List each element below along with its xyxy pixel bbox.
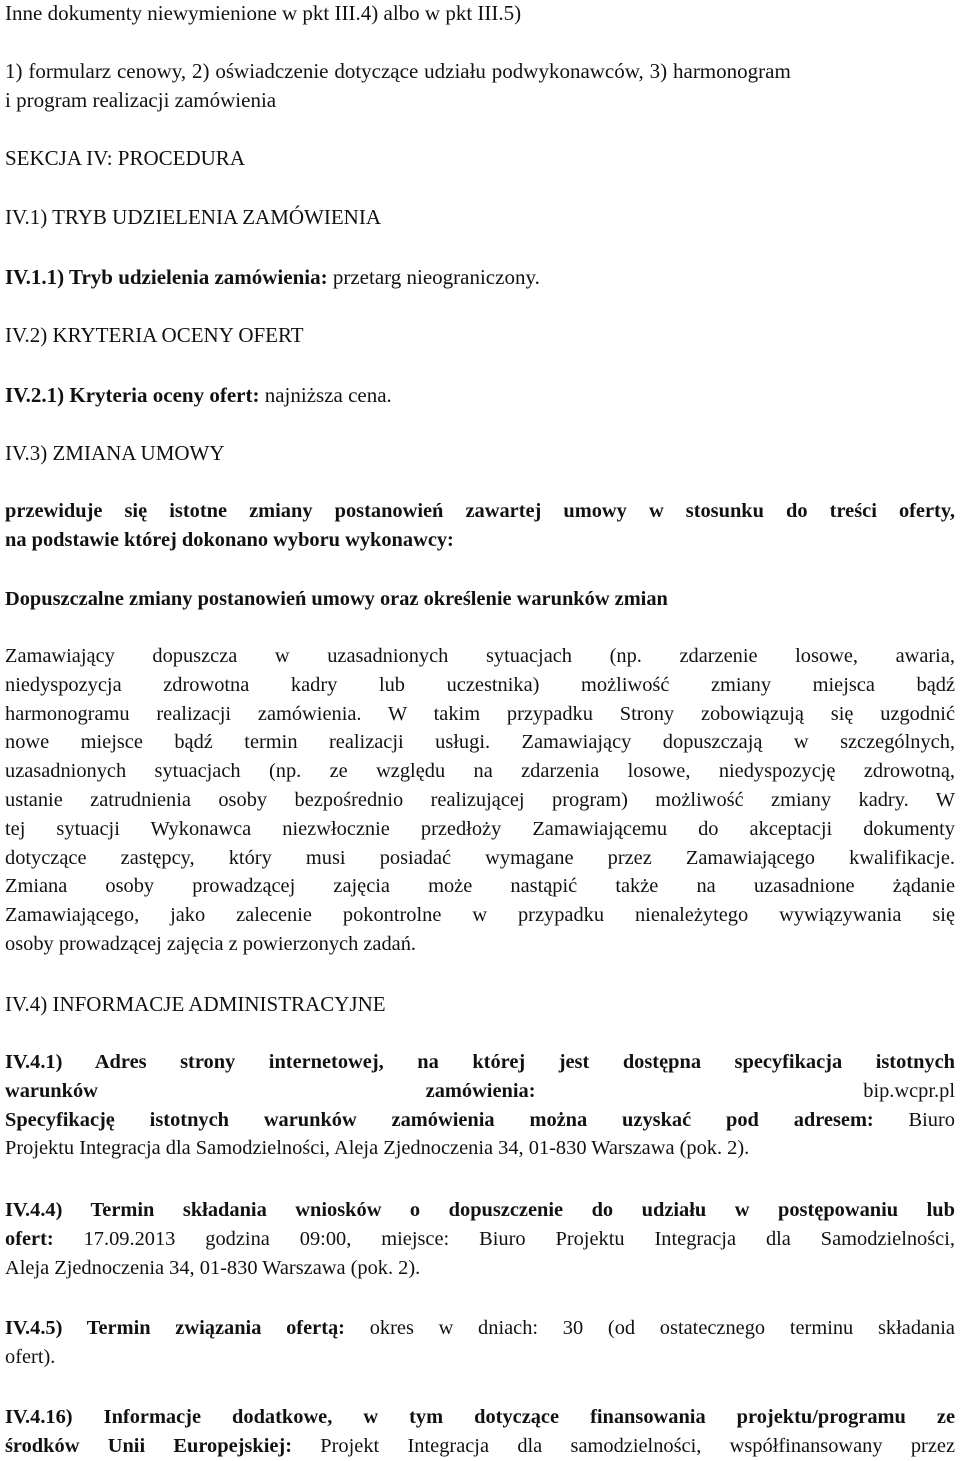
iv3-body-line: uzasadnionych sytuacjach (np. ze względu na zdarzenia losowe, niedyspozycję zdrowotną, [5, 760, 955, 783]
iv44-label: IV.4.4) Termin składania wniosków o dopuszczenie do udziału w postępowaniu lub [5, 1199, 955, 1221]
iv41-spec-value: Biuro [873, 1108, 955, 1131]
iv21-value: najniższa cena. [259, 383, 392, 407]
iv416-label: IV.4.16) Informacje dodatkowe, w tym dotyczące finansowania projektu/programu ze [5, 1406, 955, 1428]
iv3-body-line: osoby prowadzącej zajęcia z powierzonych zadań. [5, 932, 416, 955]
iv3-subheading: Dopuszczalne zmiany postanowień umowy oraz określenie warunków zmian [5, 588, 668, 610]
other-docs-heading: Inne dokumenty niewymienione w pkt III.4) albo w pkt III.5) [5, 1, 522, 25]
iv41-label-line2 [5, 1077, 955, 1106]
iv3-body-line: dotyczące zastępcy, który musi posiadać wymagane przez Zamawiającego kwalifikacje. [5, 846, 955, 869]
iv3-body-line: nowe miejsce bądź termin realizacji usługi. Zamawiający dopuszczają w szczególnych, [5, 731, 955, 754]
iv45-block [5, 1314, 955, 1372]
iv41-label-word: zamówienia: [425, 1079, 536, 1102]
iv1-title: IV.1) TRYB UDZIELENIA ZAMÓWIENIA [5, 205, 382, 229]
iv44-value: Aleja Zjednoczenia 34, 01-830 Warszawa (pok. 2). [5, 1256, 421, 1279]
iv4-title: IV.4) INFORMACJE ADMINISTRACYJNE [5, 992, 386, 1016]
iv45-line [5, 1314, 955, 1343]
iv416-value: Projekt Integracja dla samodzielności, współfinansowany przez [292, 1434, 955, 1457]
iv3-body-line: ustanie zatrudnienia osoby bezpośrednio realizującej program) możliwość zmiany kadry. W [5, 788, 955, 811]
iv3-body-line: niedyspozycja zdrowotna kadry lub uczestnika) możliwość zmiany miejsca bądź [5, 673, 955, 696]
iv416-label: środków Unii Europejskiej: [5, 1434, 292, 1457]
iv44-block [5, 1196, 955, 1282]
iv3-title: IV.3) ZMIANA UMOWY [5, 441, 225, 465]
iv41-spec-value: Projektu Integracja dla Samodzielności, Aleja Zjednoczenia 34, 01-830 Warszawa (pok. 2). [5, 1137, 750, 1160]
iv3-body-line: Zmiana osoby prowadzącej zajęcia może nastąpić także na uzasadnione żądanie [5, 875, 955, 898]
iv416-line [5, 1432, 955, 1461]
iv3-body [5, 642, 955, 959]
iv21-label: IV.2.1) Kryteria oceny ofert: [5, 383, 260, 407]
section-iv-title: SEKCJA IV: PROCEDURA [5, 146, 245, 170]
iv3-intro [5, 497, 955, 555]
iv2-title: IV.2) KRYTERIA OCENY OFERT [5, 323, 304, 347]
iv44-label: ofert: [5, 1227, 54, 1250]
iv3-body-line: Zamawiającego, jako zalecenie pokontrolne w przypadku nienależytego wywiązywania się [5, 904, 955, 927]
iv416-block [5, 1403, 955, 1461]
iv41-spec-label: Specyfikację istotnych warunków zamówienia można uzyskać pod adresem: [5, 1108, 874, 1131]
iv3-body-line: Zamawiający dopuszcza w uzasadnionych sytuacjach (np. zdarzenie losowe, awaria, [5, 645, 955, 667]
iv21-line [5, 382, 392, 408]
iv41-block [5, 1048, 955, 1163]
other-docs-body: i program realizacji zamówienia [5, 88, 277, 112]
iv41-url: bip.wcpr.pl [863, 1079, 955, 1102]
iv3-body-line: tej sytuacji Wykonawca niezwłocznie przedłoży Zamawiającemu do akceptacji dokumenty [5, 817, 955, 840]
iv41-spec-line [5, 1106, 955, 1135]
iv3-body-line: harmonogramu realizacji zamówienia. W takim przypadku Strony zobowiązują się uzgodnić [5, 702, 955, 725]
iv45-label: IV.4.5) Termin związania ofertą: [5, 1317, 345, 1339]
iv3-intro-line: na podstawie której dokonano wyboru wykonawcy: [5, 528, 454, 551]
iv41-label: IV.4.1) Adres strony internetowej, na której jest dostępna specyfikacja istotnych [5, 1051, 955, 1073]
iv45-value: okres w dniach: 30 (od ostatecznego terminu składania [344, 1317, 955, 1339]
iv45-value: ofert). [5, 1345, 56, 1368]
iv41-label-word: warunków [5, 1079, 98, 1102]
other-docs-body: 1) formularz cenowy, 2) oświadczenie dotyczące udziału podwykonawców, 3) harmonogram [5, 59, 791, 83]
iv11-line [5, 264, 540, 290]
iv3-intro-line: przewiduje się istotne zmiany postanowień zawartej umowy w stosunku do treści oferty, [5, 500, 955, 522]
iv11-value: przetarg nieograniczony. [327, 265, 540, 289]
iv44-value: 17.09.2013 godzina 09:00, miejsce: Biuro Projektu Integracja dla Samodzielności, [53, 1227, 955, 1250]
iv44-line [5, 1225, 955, 1254]
iv11-label: IV.1.1) Tryb udzielenia zamówienia: [5, 265, 328, 289]
